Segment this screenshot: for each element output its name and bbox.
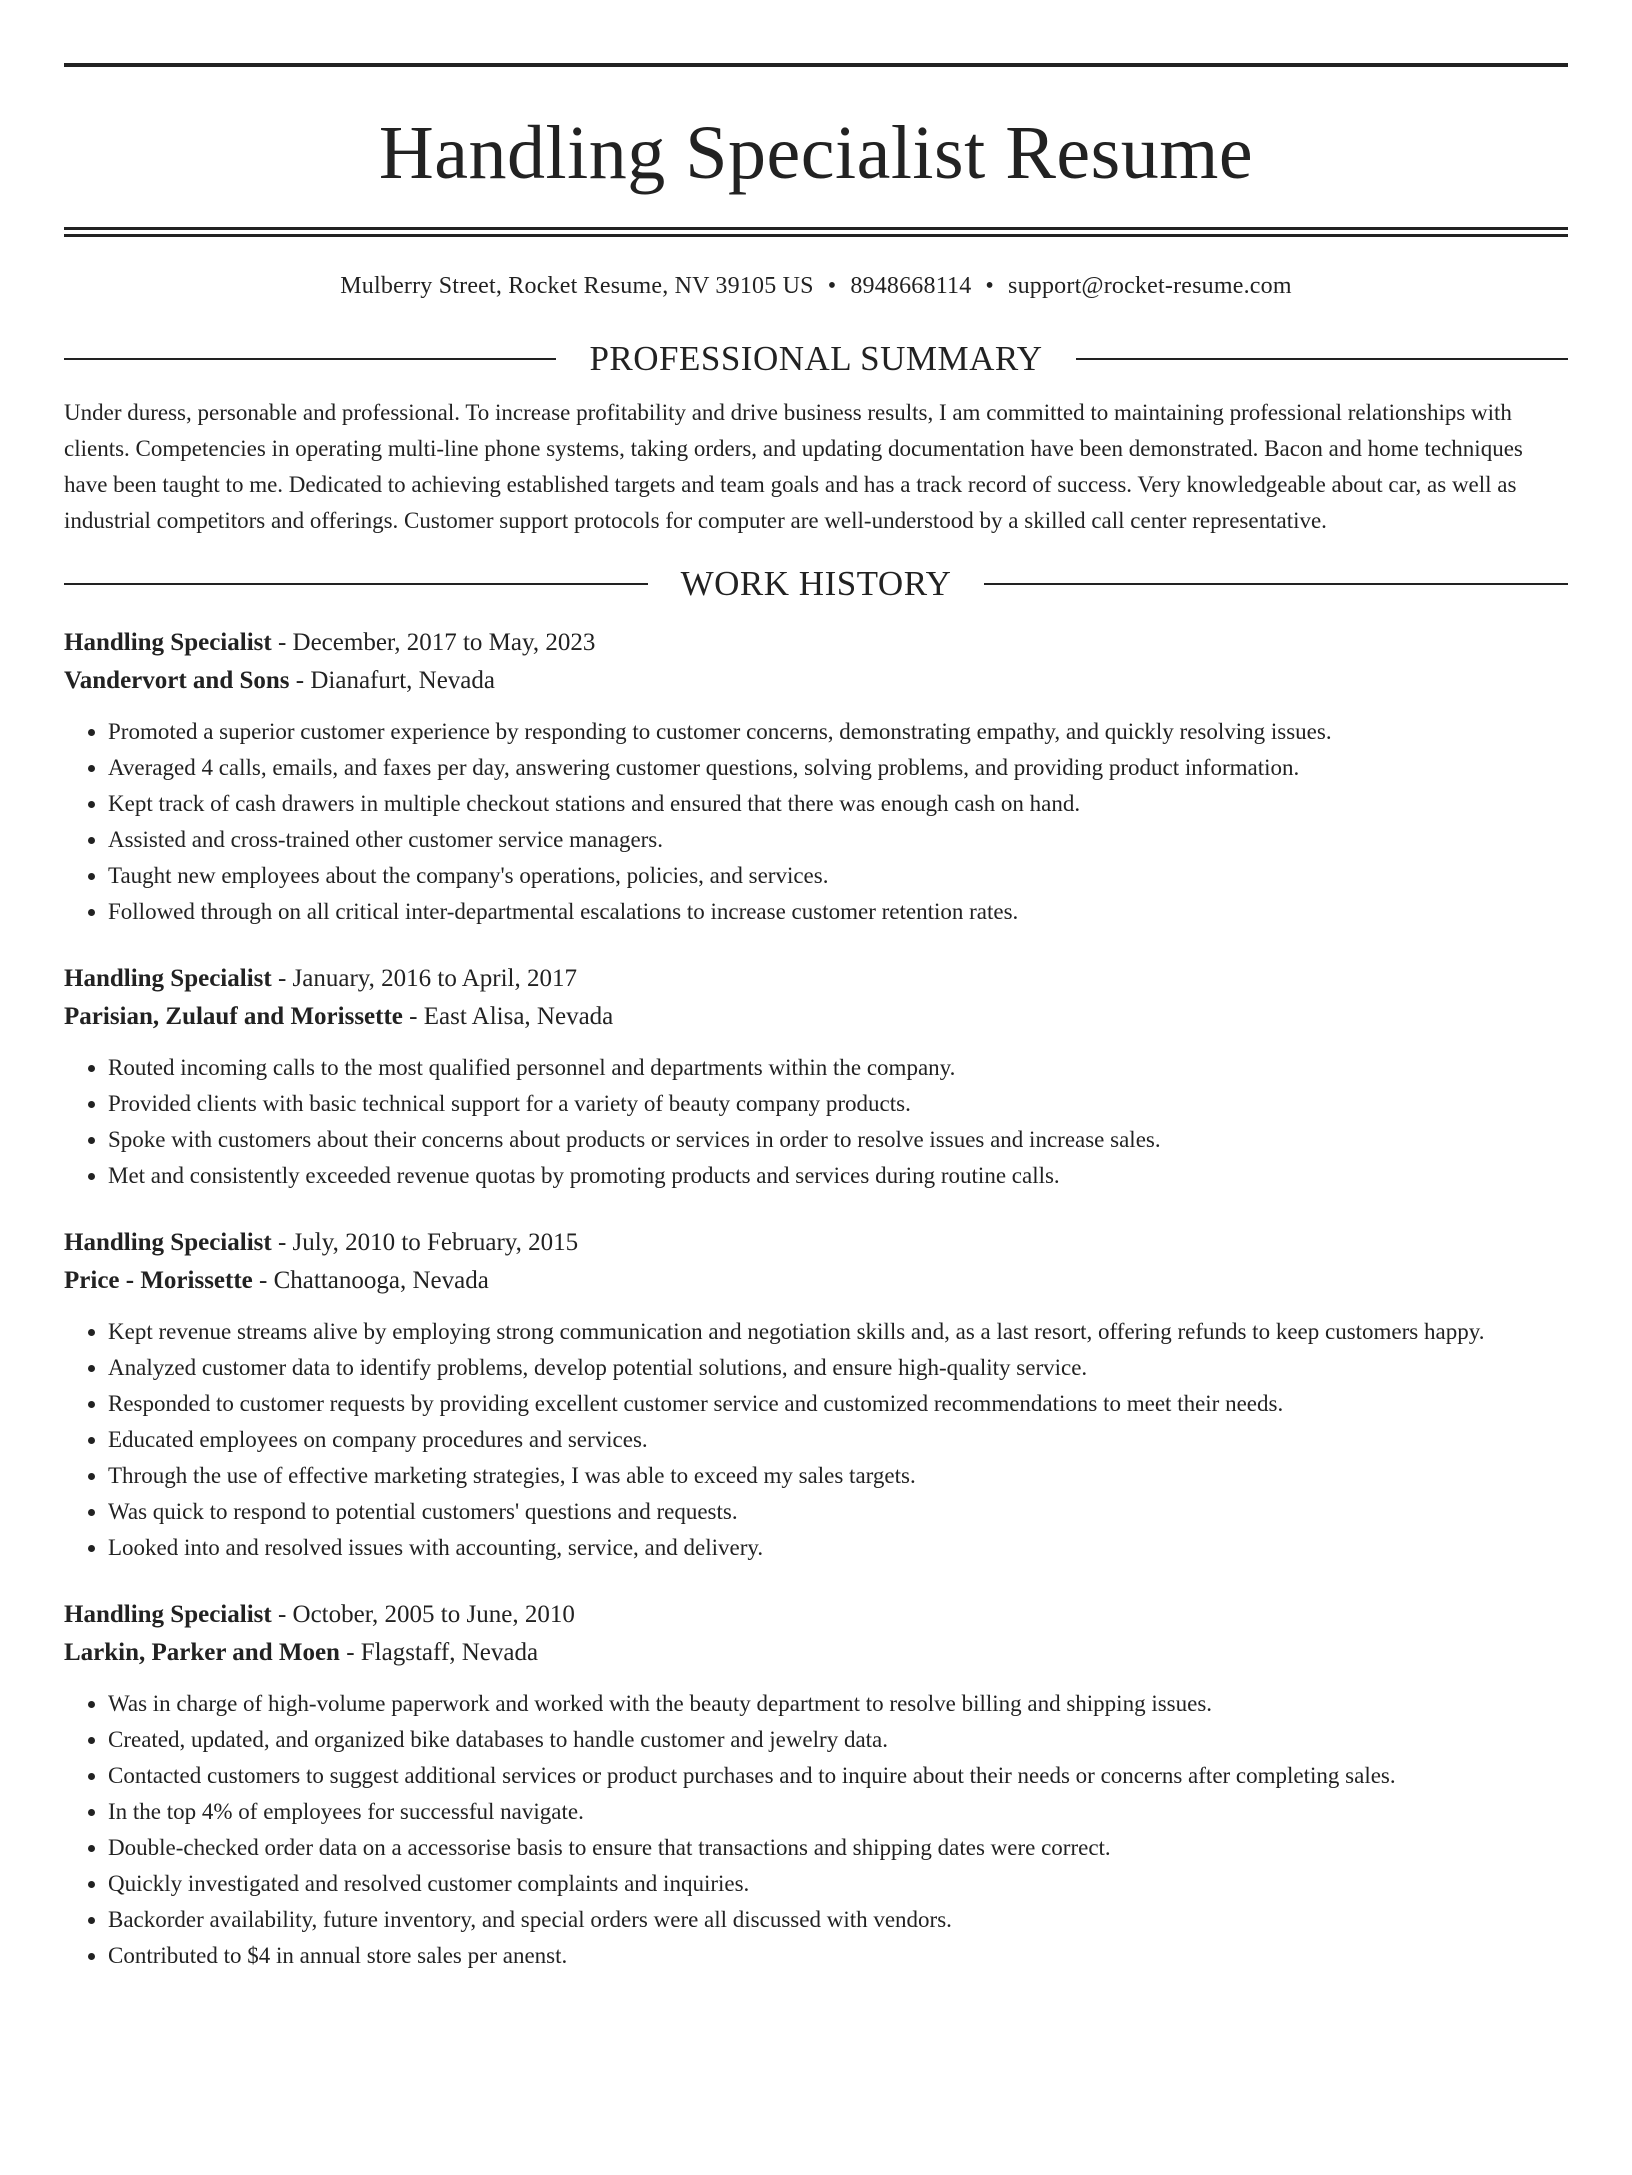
duty-item: • Was in charge of high-volume paperwork and worked with the beauty department to resolve billing and shipping issues.: [108, 1686, 1568, 1722]
contact-line: [64, 271, 1568, 301]
summary-section-header: [64, 337, 1568, 381]
job-company-line: [64, 1262, 1568, 1300]
duty-item: • Averaged 4 calls, emails, and faxes per day, answering customer questions, solving problems, and providing product information.: [108, 750, 1568, 786]
duty-item: • Kept revenue streams alive by employing strong communication and negotiation skills and, as a last resort, offering refunds to keep customers happy.: [108, 1314, 1568, 1350]
duty-item: • Followed through on all critical inter-departmental escalations to increase customer retention rates.: [108, 894, 1568, 930]
job-entry: [64, 624, 1568, 930]
duty-item: • Routed incoming calls to the most qualified personnel and departments within the company.: [108, 1050, 1568, 1086]
job-title: Handling Specialist: [64, 629, 272, 656]
job-company: Larkin, Parker and Moen: [64, 1639, 340, 1666]
job-entry: [64, 960, 1568, 1194]
duty-item: • Through the use of effective marketing strategies, I was able to exceed my sales targets.: [108, 1458, 1568, 1494]
title-double-divider: [64, 227, 1568, 237]
job-location: - Chattanooga, Nevada: [252, 1267, 489, 1294]
resume-title: Handling Specialist Resume: [378, 111, 1254, 195]
duty-item: • Provided clients with basic technical support for a variety of beauty company products.: [108, 1086, 1568, 1122]
contact-phone: 8948668114: [850, 273, 972, 299]
job-title-line: [64, 1224, 1568, 1262]
duty-item: • Quickly investigated and resolved customer complaints and inquiries.: [108, 1866, 1568, 1902]
duty-item: • In the top 4% of employees for successful navigate.: [108, 1794, 1568, 1830]
resume-page: [0, 63, 1632, 2175]
duty-item: • Taught new employees about the company's operations, policies, and services.: [108, 858, 1568, 894]
job-title-line: [64, 960, 1568, 998]
job-company-line: [64, 998, 1568, 1036]
section-divider-left: [64, 358, 556, 360]
job-entry: [64, 1224, 1568, 1566]
job-company: Parisian, Zulauf and Morissette: [64, 1003, 403, 1030]
job-company-line: [64, 662, 1568, 700]
contact-separator: •: [827, 273, 837, 299]
duty-item: • Kept track of cash drawers in multiple checkout stations and ensured that there was enough cash on hand.: [108, 786, 1568, 822]
duty-item: • Contributed to $4 in annual store sales per anenst.: [108, 1938, 1568, 1974]
duty-item: • Backorder availability, future inventory, and special orders were all discussed with vendors.: [108, 1902, 1568, 1938]
job-location: - Dianafurt, Nevada: [289, 667, 495, 694]
section-divider-right: [1076, 358, 1568, 360]
duty-item: • Responded to customer requests by providing excellent customer service and customized recommendations to meet their needs.: [108, 1386, 1568, 1422]
summary-heading: PROFESSIONAL SUMMARY: [589, 339, 1043, 378]
contact-email: support@rocket-resume.com: [1008, 273, 1292, 299]
job-company-line: [64, 1634, 1568, 1672]
job-entry: [64, 1596, 1568, 1974]
duty-item: • Created, updated, and organized bike databases to handle customer and jewelry data.: [108, 1722, 1568, 1758]
summary-text: Under duress, personable and professional. To increase profitability and drive business results, I am committed to maintaining professional relationships with clients. Competencies in operating multi-line phone systems, taking orders, and updating documentation have been demonstrated. Bacon and home techniques have been taught to me. Dedicated to achieving established targets and team goals and has a track record of success. Very knowledgeable about car, as well as industrial competitors and offerings. Customer support protocols for computer are well-understood by a skilled call center representative.: [64, 400, 1523, 533]
duty-item: • Contacted customers to suggest additional services or product purchases and to inquire about their needs or concerns after completing sales.: [108, 1758, 1568, 1794]
duty-item: • Analyzed customer data to identify problems, develop potential solutions, and ensure high-quality service.: [108, 1350, 1568, 1386]
job-dates: - January, 2016 to April, 2017: [271, 965, 577, 992]
job-duties-list: [64, 1050, 1568, 1194]
job-dates: - July, 2010 to February, 2015: [271, 1229, 579, 1256]
work-history-section-header: [64, 562, 1568, 606]
duty-item: • Educated employees on company procedures and services.: [108, 1422, 1568, 1458]
work-history-heading: WORK HISTORY: [680, 564, 952, 603]
job-location: - Flagstaff, Nevada: [339, 1639, 539, 1666]
job-title-line: [64, 1596, 1568, 1634]
duty-item: • Met and consistently exceeded revenue quotas by promoting products and services during routine calls.: [108, 1158, 1568, 1194]
duty-item: • Was quick to respond to potential customers' questions and requests.: [108, 1494, 1568, 1530]
job-title: Handling Specialist: [64, 965, 272, 992]
duty-item: • Promoted a superior customer experience by responding to customer concerns, demonstrating empathy, and quickly resolving issues.: [108, 714, 1568, 750]
job-company: Vandervort and Sons: [64, 667, 290, 694]
top-divider: [64, 63, 1568, 67]
job-dates: - October, 2005 to June, 2010: [271, 1601, 575, 1628]
contact-separator: •: [985, 273, 995, 299]
contact-address: Mulberry Street, Rocket Resume, NV 39105 US: [340, 273, 814, 299]
job-title: Handling Specialist: [64, 1601, 272, 1628]
duty-item: • Spoke with customers about their concerns about products or services in order to resolve issues and increase sales.: [108, 1122, 1568, 1158]
job-dates: - December, 2017 to May, 2023: [271, 629, 596, 656]
job-location: - East Alisa, Nevada: [402, 1003, 614, 1030]
duty-item: • Looked into and resolved issues with accounting, service, and delivery.: [108, 1530, 1568, 1566]
section-divider-left: [64, 583, 648, 585]
section-divider-right: [984, 583, 1568, 585]
job-duties-list: [64, 1314, 1568, 1566]
job-title-line: [64, 624, 1568, 662]
duty-item: • Assisted and cross-trained other customer service managers.: [108, 822, 1568, 858]
job-duties-list: [64, 714, 1568, 930]
duty-item: • Double-checked order data on a accessorise basis to ensure that transactions and shipping dates were correct.: [108, 1830, 1568, 1866]
job-title: Handling Specialist: [64, 1229, 272, 1256]
job-duties-list: [64, 1686, 1568, 1974]
job-company: Price - Morissette: [64, 1267, 253, 1294]
